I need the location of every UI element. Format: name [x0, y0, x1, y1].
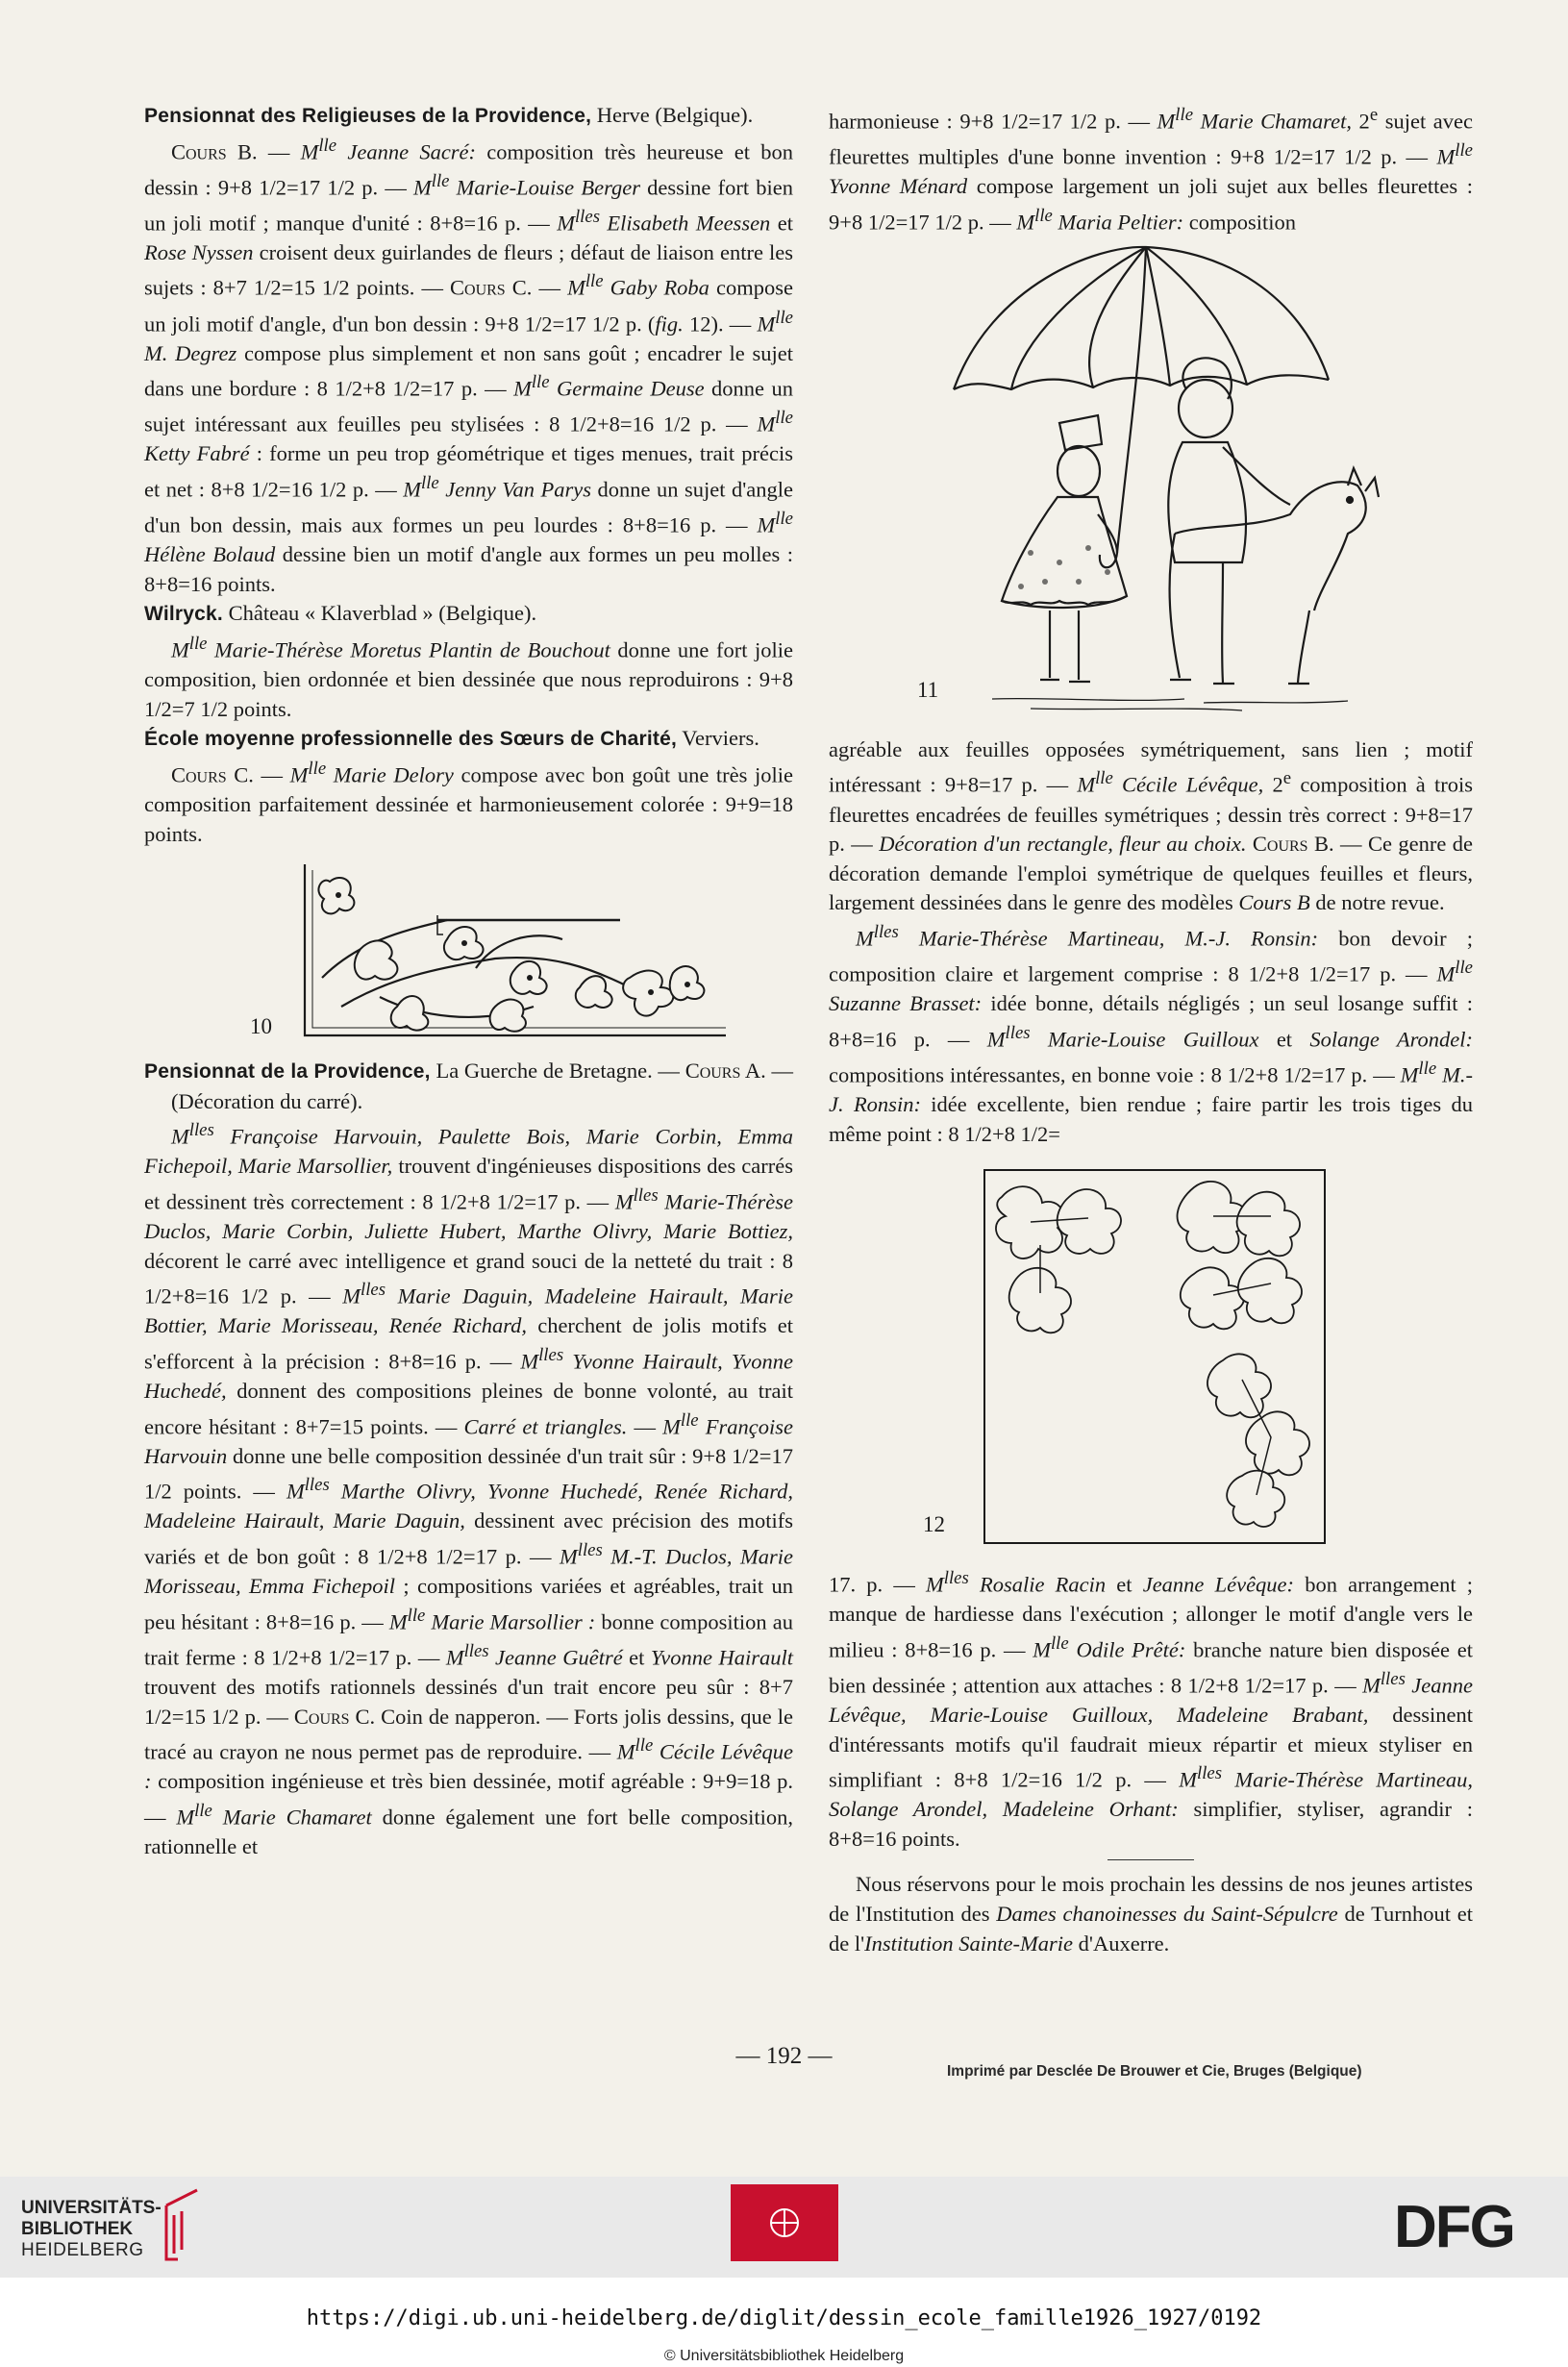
paragraph: agréable aux feuilles opposées symétriquement, sans lien ; motif intéressant : 9+8=17 p. — $M^{lle}$ Cécile Lévêque, 2e composition à trois fleurettes encadrées de feuilles symétriques ; dessin très correct : 9+8=17 p. — Décoration d'un rectangle, fleur au choix. Cours B. — Ce genre de décoration demande l'emploi symétrique de quelques feuilles et fleurs, largement dessinées dans le genre des modèles Cours B de notre revue.: [829, 736, 1473, 915]
figure-number: 11: [917, 677, 939, 702]
figure-12: [829, 1168, 1473, 1553]
right-column: [829, 101, 1473, 1958]
paragraph: 17. p. — $M^{lles}$ Rosalie Racin et Jeanne Lévêque: bon arrangement ; manque de hardiesse dans l'exécution ; allonger le motif d'angle vers le milieu : 8+8=16 p. — $M^{lle}$ Odile Prêté: branche nature bien disposée et bien dessinée ; attention aux attaches : 8 1/2+8 1/2=17 p. — $M^{lles}$ Jeanne Lévêque, Marie-Louise Guilloux, Madeleine Brabant, dessinent d'intéressants motifs qu'il faudrait mieux répartir et mieux styliser en simplifiant : 8+8 1/2=16 1/2 p. — $M^{lles}$ Marie-Thérèse Martineau, Solange Arondel, Madeleine Orhant: simplifier, styliser, agrandir : 8+8=16 points.: [829, 1568, 1474, 1851]
section-providence-guerche: Pensionnat de la Providence, La Guerche de Bretagne. — Cours A. — (Décoration du carré).: [144, 1059, 793, 1113]
logo-band: [0, 2177, 1568, 2278]
episteme-badge-icon[interactable]: [731, 2184, 838, 2261]
paragraph: Cours B. — $M^{lle}$ Jeanne Sacré: composition très heureuse et bon dessin : 9+8 1/2=17 1/2 p. — $M^{lle}$ Marie-Louise Berger dessine fort bien un joli motif ; manque d'unité : 8+8=16 p. — $M^{lles}$ Elisabeth Meessen et Rose Nyssen croisent deux guirlandes de fleurs ; défaut de liaison entre les sujets : 8+7 1/2=15 1/2 points. — Cours C. — $M^{lle}$ Gaby Roba compose un joli motif d'angle, d'un bon dessin : 9+8 1/2=17 1/2 p. (fig. 12). — $M^{lle}$ M. Degrez compose plus simplement et non sans goût ; encadrer le sujet dans une bordure : 8 1/2+8 1/2=17 p. — $M^{lle}$ Germaine Deuse donne un sujet intéressant aux feuilles peu stylisées : 8 1/2+8=16 1/2 p. — $M^{lle}$ Ketty Fabré : forme un peu trop géométrique et tiges menues, trait précis et net : 8+8 1/2=16 1/2 p. — $M^{lle}$ Jenny Van Parys donne un sujet d'angle d'un bon dessin, mais aux formes un peu lourdes : 8+8=16 p. — $M^{lle}$ Hélène Bolaud dessine bien un motif d'angle aux formes un peu molles : 8+8=16 points.: [144, 135, 794, 596]
ub-mark-icon: [159, 2186, 205, 2263]
paragraph: $M^{lles}$ Françoise Harvouin, Paulette Bois, Marie Corbin, Emma Fichepoil, Marie Marsollier, trouvent d'ingénieuses dispositions des carrés et dessinent très correctement : 8 1/2+8 1/2=17 p. — $M^{lles}$ Marie-Thérèse Duclos, Marie Corbin, Juliette Hubert, Marthe Olivry, Marie Bottiez, décorent le carré avec intelligence et grand souci de la netteté du trait : 8 1/2+8=16 1/2 p. — $M^{lles}$ Marie Daguin, Madeleine Hairault, Marie Bottier, Marie Morisseau, Renée Richard, cherchent de jolis motifs et s'efforcent à la précision : 8+8=16 p. — $M^{lles}$ Yvonne Hairault, Yvonne Huchedé, donnent des compositions pleines de bonne volonté, au trait encore hésitant : 8+7=15 points. — Carré et triangles. — $M^{lle}$ Françoise Harvouin donne une belle composition dessinée d'un trait sûr : 9+8 1/2=17 1/2 points. — $M^{lles}$ Marthe Olivry, Yvonne Huchedé, Renée Richard, Madeleine Hairault, Marie Daguin, dessinent avec précision des motifs variés et de bon goût : 8 1/2+8 1/2=17 p. — $M^{lles}$ M.-T. Duclos, Marie Morisseau, Emma Fichepoil ; compositions variées et agréables, trait un peu hésitant : 8+8=16 p. — $M^{lle}$ Marie Marsollier : bonne composition au trait ferme : 8 1/2+8 1/2=17 p. — $M^{lles}$ Jeanne Guêtré et Yvonne Hairault trouvent des motifs rationnels dessinés d'un trait encore peu sûr : 8+7 1/2=15 1/2 p. — Cours C. Coin de napperon. — Forts jolis dessins, que le tracé au crayon ne nous permet pas de reproduire. — $M^{lle}$ Cécile Lévêque : composition ingénieuse et très bien dessinée, motif agréable : 9+9=18 p. — $M^{lle}$ Marie Chamaret donne également une fort belle composition, rationnelle et: [144, 1120, 794, 1858]
figure-11: [829, 245, 1473, 724]
figure-10: [144, 862, 793, 1045]
viewer-footer: [0, 2177, 1568, 2367]
institution-name: École moyenne professionnelle des Sœurs de Charité,: [144, 728, 678, 751]
left-column: [144, 101, 793, 1862]
figure-number: 12: [923, 1512, 945, 1537]
printer-credit: Imprimé par Desclée De Brouwer et Cie, Bruges (Belgique): [947, 2063, 1362, 2080]
paragraph: harmonieuse : 9+8 1/2=17 1/2 p. — $M^{lle}$ Marie Chamaret, 2e sujet avec fleurettes multiples d'une bonne invention : 9+8 1/2=17 1/2 p. — $M^{lle}$ Yvonne Ménard compose largement un joli sujet aux belles fleurettes : 9+8 1/2=17 1/2 p. — $M^{lle}$ Maria Peltier: composition: [829, 105, 1474, 235]
page-number: — 192 —: [735, 2043, 833, 2069]
figure-number: 10: [250, 1014, 272, 1039]
copyright-notice: © Universitätsbibliothek Heidelberg: [663, 2348, 905, 2364]
section-ecole-verviers: École moyenne professionnelle des Sœurs de Charité, Verviers.: [144, 726, 759, 751]
separator-rule: [1108, 1859, 1194, 1860]
paragraph: Cours C. — $M^{lle}$ Marie Delory compose avec bon goût une très jolie composition parfaitement dessinée et harmonieusement colorée : 9+9=18 points.: [144, 758, 794, 846]
badge-emblem-icon: [756, 2204, 813, 2242]
paragraph: $M^{lle}$ Marie-Thérèse Moretus Plantin de Bouchout donne une fort jolie composition, bien ordonnée et bien dessinée que nous reproduirons : 9+8 1/2=7 1/2 points.: [144, 634, 793, 721]
ub-heidelberg-logo[interactable]: UNIVERSITÄTS- BIBLIOTHEK HEIDELBERG: [21, 2198, 162, 2260]
institution-name: Pensionnat des Religieuses de la Providence,: [144, 105, 592, 127]
permalink-url[interactable]: https://digi.ub.uni-heidelberg.de/diglit/dessin_ecole_famille1926_1927/0192: [306, 2306, 1262, 2330]
paragraph: Nous réservons pour le mois prochain les dessins de nos jeunes artistes de l'Institution des Dames chanoinesses du Saint-Sépulcre de Turnhout et de l'Institution Sainte-Marie d'Auxerre.: [829, 1872, 1473, 1956]
paragraph: $M^{lles}$ Marie-Thérèse Martineau, M.-J. Ronsin: bon devoir ; composition claire et largement comprise : 8 1/2+8 1/2=17 p. — $M^{lle}$ Suzanne Brasset: idée bonne, détails négligés ; un seul losange suffit : 8+8=16 p. — $M^{lles}$ Marie-Louise Guilloux et Solange Arondel: compositions intéressantes, en bonne voie : 8 1/2+8 1/2=17 p. — $M^{lle}$ M.-J. Ronsin: idée excellente, bien rendue ; faire partir les trois tiges du même point : 8 1/2+8 1/2=: [829, 921, 1474, 1146]
section-wilryck: Wilryck. Château « Klaverblad » (Belgique).: [144, 601, 537, 626]
children-umbrella-illustration: [934, 245, 1386, 724]
institution-name: Wilryck.: [144, 603, 223, 626]
leaf-corner-drawing: [983, 1168, 1329, 1548]
dfg-logo[interactable]: DFG: [1394, 2194, 1514, 2260]
institution-name: Pensionnat de la Providence,: [144, 1060, 431, 1084]
section-providence-herve: Pensionnat des Religieuses de la Providence, Herve (Belgique).: [144, 103, 754, 127]
floral-corner-drawing: [303, 862, 726, 1045]
